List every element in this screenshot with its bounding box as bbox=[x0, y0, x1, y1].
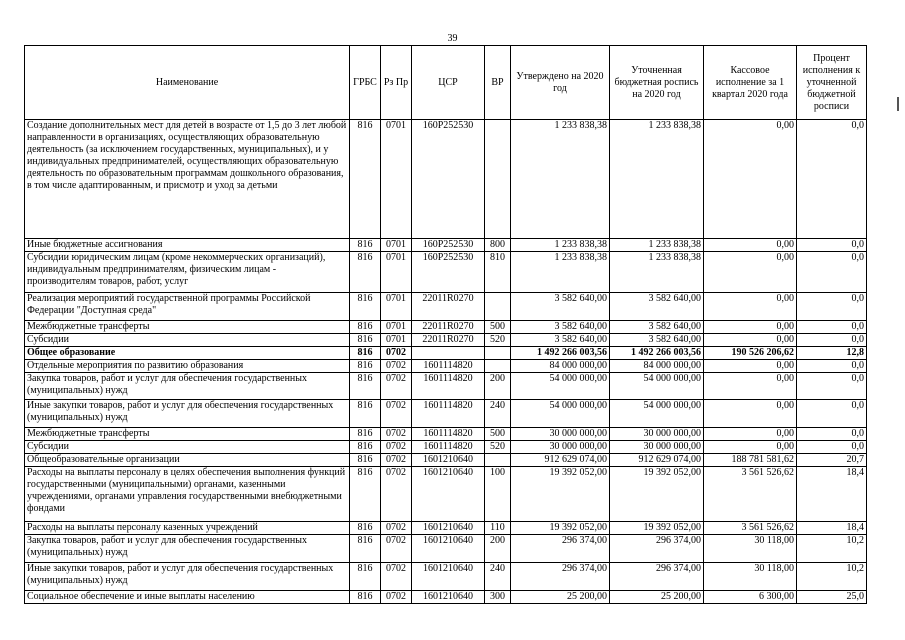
cell-csr: 1601210640 bbox=[412, 591, 485, 604]
cell-csr: 22011R0270 bbox=[412, 334, 485, 347]
cell-approved: 3 582 640,00 bbox=[511, 293, 610, 321]
cell-cash: 30 118,00 bbox=[704, 535, 797, 563]
table-row bbox=[25, 120, 867, 239]
cell-rzpr: 0701 bbox=[381, 120, 412, 239]
cell-grbs: 816 bbox=[350, 563, 381, 591]
cell-approved: 296 374,00 bbox=[511, 535, 610, 563]
header-rzpr: Рз Пр bbox=[381, 46, 412, 120]
cell-cash: 0,00 bbox=[704, 334, 797, 347]
cell-refined: 3 582 640,00 bbox=[610, 334, 704, 347]
cell-name: Общее образование bbox=[25, 347, 350, 360]
cell-name: Субсидии юридическим лицам (кроме некоммерческих организаций), индивидуальным предпринимателям, физическим лицам - производителям товаров, работ, услуг bbox=[25, 252, 350, 293]
cell-vr bbox=[485, 120, 511, 239]
cell-name: Межбюджетные трансферты bbox=[25, 321, 350, 334]
header-percent: Процент исполнения к уточненной бюджетной росписи bbox=[797, 46, 867, 120]
cell-csr: 1601210640 bbox=[412, 467, 485, 522]
cell-refined: 1 233 838,38 bbox=[610, 120, 704, 239]
cell-refined: 3 582 640,00 bbox=[610, 293, 704, 321]
cell-name: Создание дополнительных мест для детей в возрасте от 1,5 до 3 лет любой направленности в организациях, осуществляющих образовательную деятельность (за исключением государственных, муниципальных), и у индивидуальных предпринимателей, осуществляющих образовательную деятельность по образовательным программам дошкольного образования, в том числе адаптированным, и присмотр и уход за детьми bbox=[25, 120, 350, 239]
cell-rzpr: 0702 bbox=[381, 373, 412, 400]
table-row bbox=[25, 334, 867, 347]
cell-csr: 1601210640 bbox=[412, 535, 485, 563]
cell-refined: 25 200,00 bbox=[610, 591, 704, 604]
cell-vr: 520 bbox=[485, 441, 511, 454]
cell-name: Иные закупки товаров, работ и услуг для обеспечения государственных (муниципальных) нужд bbox=[25, 400, 350, 428]
table-row bbox=[25, 239, 867, 252]
cell-rzpr: 0701 bbox=[381, 334, 412, 347]
cell-percent: 10,2 bbox=[797, 535, 867, 563]
cell-grbs: 816 bbox=[350, 467, 381, 522]
cell-grbs: 816 bbox=[350, 334, 381, 347]
cell-percent: 20,7 bbox=[797, 454, 867, 467]
cell-vr bbox=[485, 293, 511, 321]
cell-name: Закупка товаров, работ и услуг для обеспечения государственных (муниципальных) нужд bbox=[25, 535, 350, 563]
cell-rzpr: 0702 bbox=[381, 400, 412, 428]
table-row bbox=[25, 441, 867, 454]
cell-percent: 0,0 bbox=[797, 428, 867, 441]
cell-vr bbox=[485, 360, 511, 373]
cell-csr: 1601210640 bbox=[412, 563, 485, 591]
cell-rzpr: 0702 bbox=[381, 454, 412, 467]
cell-refined: 3 582 640,00 bbox=[610, 321, 704, 334]
cell-approved: 296 374,00 bbox=[511, 563, 610, 591]
table-row bbox=[25, 347, 867, 360]
cell-rzpr: 0701 bbox=[381, 321, 412, 334]
cell-refined: 54 000 000,00 bbox=[610, 400, 704, 428]
cell-rzpr: 0702 bbox=[381, 563, 412, 591]
cell-rzpr: 0702 bbox=[381, 441, 412, 454]
cell-csr: 160P252530 bbox=[412, 120, 485, 239]
table-row bbox=[25, 321, 867, 334]
cell-percent: 18,4 bbox=[797, 522, 867, 535]
cell-vr bbox=[485, 347, 511, 360]
cell-grbs: 816 bbox=[350, 428, 381, 441]
table-row bbox=[25, 522, 867, 535]
cell-grbs: 816 bbox=[350, 360, 381, 373]
cell-rzpr: 0701 bbox=[381, 252, 412, 293]
cell-percent: 0,0 bbox=[797, 400, 867, 428]
header-cash: Кассовое исполнение за 1 квартал 2020 года bbox=[704, 46, 797, 120]
cell-name: Расходы на выплаты персоналу казенных учреждений bbox=[25, 522, 350, 535]
cell-vr: 110 bbox=[485, 522, 511, 535]
table-body bbox=[25, 120, 867, 604]
cell-cash: 0,00 bbox=[704, 360, 797, 373]
cell-refined: 1 233 838,38 bbox=[610, 252, 704, 293]
cell-cash: 0,00 bbox=[704, 441, 797, 454]
cell-grbs: 816 bbox=[350, 239, 381, 252]
cell-grbs: 816 bbox=[350, 293, 381, 321]
cell-cash: 6 300,00 bbox=[704, 591, 797, 604]
header-vr: ВР bbox=[485, 46, 511, 120]
cell-csr: 1601114820 bbox=[412, 428, 485, 441]
table-row bbox=[25, 467, 867, 522]
table-row bbox=[25, 591, 867, 604]
cell-percent: 25,0 bbox=[797, 591, 867, 604]
cell-cash: 3 561 526,62 bbox=[704, 467, 797, 522]
cell-approved: 84 000 000,00 bbox=[511, 360, 610, 373]
header-grbs: ГРБС bbox=[350, 46, 381, 120]
cell-percent: 0,0 bbox=[797, 334, 867, 347]
table-row bbox=[25, 252, 867, 293]
cell-grbs: 816 bbox=[350, 252, 381, 293]
cell-refined: 19 392 052,00 bbox=[610, 522, 704, 535]
cell-grbs: 816 bbox=[350, 535, 381, 563]
scan-mark bbox=[897, 97, 899, 111]
cell-percent: 0,0 bbox=[797, 239, 867, 252]
cell-vr: 500 bbox=[485, 428, 511, 441]
header-approved: Утверждено на 2020 год bbox=[511, 46, 610, 120]
cell-vr: 520 bbox=[485, 334, 511, 347]
cell-approved: 1 233 838,38 bbox=[511, 239, 610, 252]
cell-refined: 30 000 000,00 bbox=[610, 441, 704, 454]
cell-rzpr: 0702 bbox=[381, 347, 412, 360]
cell-cash: 0,00 bbox=[704, 239, 797, 252]
cell-percent: 0,0 bbox=[797, 373, 867, 400]
cell-cash: 0,00 bbox=[704, 293, 797, 321]
cell-grbs: 816 bbox=[350, 120, 381, 239]
cell-approved: 19 392 052,00 bbox=[511, 522, 610, 535]
cell-approved: 30 000 000,00 bbox=[511, 428, 610, 441]
cell-grbs: 816 bbox=[350, 400, 381, 428]
header-refined: Уточненная бюджетная роспись на 2020 год bbox=[610, 46, 704, 120]
cell-vr: 200 bbox=[485, 373, 511, 400]
cell-cash: 0,00 bbox=[704, 400, 797, 428]
cell-percent: 0,0 bbox=[797, 321, 867, 334]
cell-percent: 18,4 bbox=[797, 467, 867, 522]
cell-name: Отдельные мероприятия по развитию образования bbox=[25, 360, 350, 373]
cell-percent: 0,0 bbox=[797, 293, 867, 321]
cell-refined: 19 392 052,00 bbox=[610, 467, 704, 522]
cell-cash: 188 781 581,62 bbox=[704, 454, 797, 467]
cell-cash: 190 526 206,62 bbox=[704, 347, 797, 360]
cell-name: Социальное обеспечение и иные выплаты населению bbox=[25, 591, 350, 604]
cell-approved: 3 582 640,00 bbox=[511, 321, 610, 334]
cell-name: Расходы на выплаты персоналу в целях обеспечения выполнения функций государственными (муниципальными) органами, казенными учреждениями, органами управления государственными внебюджетными фондами bbox=[25, 467, 350, 522]
cell-name: Реализация мероприятий государственной программы Российской Федерации "Доступная среда" bbox=[25, 293, 350, 321]
cell-vr: 810 bbox=[485, 252, 511, 293]
budget-table bbox=[24, 45, 867, 604]
cell-grbs: 816 bbox=[350, 591, 381, 604]
cell-csr: 22011R0270 bbox=[412, 321, 485, 334]
cell-name: Иные закупки товаров, работ и услуг для обеспечения государственных (муниципальных) нужд bbox=[25, 563, 350, 591]
table-row bbox=[25, 428, 867, 441]
cell-approved: 54 000 000,00 bbox=[511, 373, 610, 400]
cell-grbs: 816 bbox=[350, 522, 381, 535]
cell-name: Межбюджетные трансферты bbox=[25, 428, 350, 441]
cell-approved: 912 629 074,00 bbox=[511, 454, 610, 467]
cell-vr bbox=[485, 454, 511, 467]
cell-grbs: 816 bbox=[350, 321, 381, 334]
cell-vr: 100 bbox=[485, 467, 511, 522]
cell-vr: 240 bbox=[485, 400, 511, 428]
cell-approved: 19 392 052,00 bbox=[511, 467, 610, 522]
cell-approved: 1 233 838,38 bbox=[511, 120, 610, 239]
cell-approved: 1 233 838,38 bbox=[511, 252, 610, 293]
cell-csr: 160P252530 bbox=[412, 239, 485, 252]
cell-rzpr: 0702 bbox=[381, 467, 412, 522]
cell-name: Субсидии bbox=[25, 441, 350, 454]
cell-csr bbox=[412, 347, 485, 360]
cell-percent: 0,0 bbox=[797, 360, 867, 373]
cell-csr: 160P252530 bbox=[412, 252, 485, 293]
cell-refined: 912 629 074,00 bbox=[610, 454, 704, 467]
cell-csr: 1601114820 bbox=[412, 360, 485, 373]
table-row bbox=[25, 400, 867, 428]
header-row bbox=[25, 46, 867, 120]
cell-csr: 1601114820 bbox=[412, 441, 485, 454]
cell-rzpr: 0702 bbox=[381, 535, 412, 563]
cell-csr: 1601114820 bbox=[412, 373, 485, 400]
table-row bbox=[25, 373, 867, 400]
cell-csr: 22011R0270 bbox=[412, 293, 485, 321]
cell-approved: 1 492 266 003,56 bbox=[511, 347, 610, 360]
cell-percent: 0,0 bbox=[797, 441, 867, 454]
cell-percent: 12,8 bbox=[797, 347, 867, 360]
cell-name: Общеобразовательные организации bbox=[25, 454, 350, 467]
cell-refined: 296 374,00 bbox=[610, 535, 704, 563]
table-row bbox=[25, 563, 867, 591]
cell-cash: 0,00 bbox=[704, 428, 797, 441]
cell-refined: 1 492 266 003,56 bbox=[610, 347, 704, 360]
cell-approved: 25 200,00 bbox=[511, 591, 610, 604]
cell-csr: 1601114820 bbox=[412, 400, 485, 428]
cell-csr: 1601210640 bbox=[412, 454, 485, 467]
cell-percent: 0,0 bbox=[797, 120, 867, 239]
cell-cash: 30 118,00 bbox=[704, 563, 797, 591]
cell-vr: 240 bbox=[485, 563, 511, 591]
cell-cash: 0,00 bbox=[704, 373, 797, 400]
cell-vr: 300 bbox=[485, 591, 511, 604]
cell-csr: 1601210640 bbox=[412, 522, 485, 535]
cell-approved: 30 000 000,00 bbox=[511, 441, 610, 454]
cell-rzpr: 0702 bbox=[381, 591, 412, 604]
cell-percent: 0,0 bbox=[797, 252, 867, 293]
cell-approved: 3 582 640,00 bbox=[511, 334, 610, 347]
cell-name: Иные бюджетные ассигнования bbox=[25, 239, 350, 252]
cell-grbs: 816 bbox=[350, 441, 381, 454]
table-row bbox=[25, 454, 867, 467]
cell-cash: 0,00 bbox=[704, 120, 797, 239]
cell-rzpr: 0702 bbox=[381, 428, 412, 441]
cell-name: Субсидии bbox=[25, 334, 350, 347]
cell-refined: 84 000 000,00 bbox=[610, 360, 704, 373]
cell-vr: 200 bbox=[485, 535, 511, 563]
cell-cash: 0,00 bbox=[704, 321, 797, 334]
header-csr: ЦСР bbox=[412, 46, 485, 120]
cell-rzpr: 0701 bbox=[381, 239, 412, 252]
page-number: 39 bbox=[447, 33, 458, 44]
cell-rzpr: 0701 bbox=[381, 293, 412, 321]
cell-grbs: 816 bbox=[350, 373, 381, 400]
cell-vr: 800 bbox=[485, 239, 511, 252]
cell-cash: 3 561 526,62 bbox=[704, 522, 797, 535]
cell-refined: 54 000 000,00 bbox=[610, 373, 704, 400]
cell-cash: 0,00 bbox=[704, 252, 797, 293]
cell-name: Закупка товаров, работ и услуг для обеспечения государственных (муниципальных) нужд bbox=[25, 373, 350, 400]
cell-rzpr: 0702 bbox=[381, 522, 412, 535]
cell-refined: 30 000 000,00 bbox=[610, 428, 704, 441]
table-row bbox=[25, 293, 867, 321]
table-row bbox=[25, 535, 867, 563]
cell-rzpr: 0702 bbox=[381, 360, 412, 373]
cell-approved: 54 000 000,00 bbox=[511, 400, 610, 428]
cell-grbs: 816 bbox=[350, 454, 381, 467]
table-row bbox=[25, 360, 867, 373]
cell-grbs: 816 bbox=[350, 347, 381, 360]
header-name: Наименование bbox=[25, 46, 350, 120]
cell-refined: 296 374,00 bbox=[610, 563, 704, 591]
cell-vr: 500 bbox=[485, 321, 511, 334]
cell-refined: 1 233 838,38 bbox=[610, 239, 704, 252]
cell-percent: 10,2 bbox=[797, 563, 867, 591]
